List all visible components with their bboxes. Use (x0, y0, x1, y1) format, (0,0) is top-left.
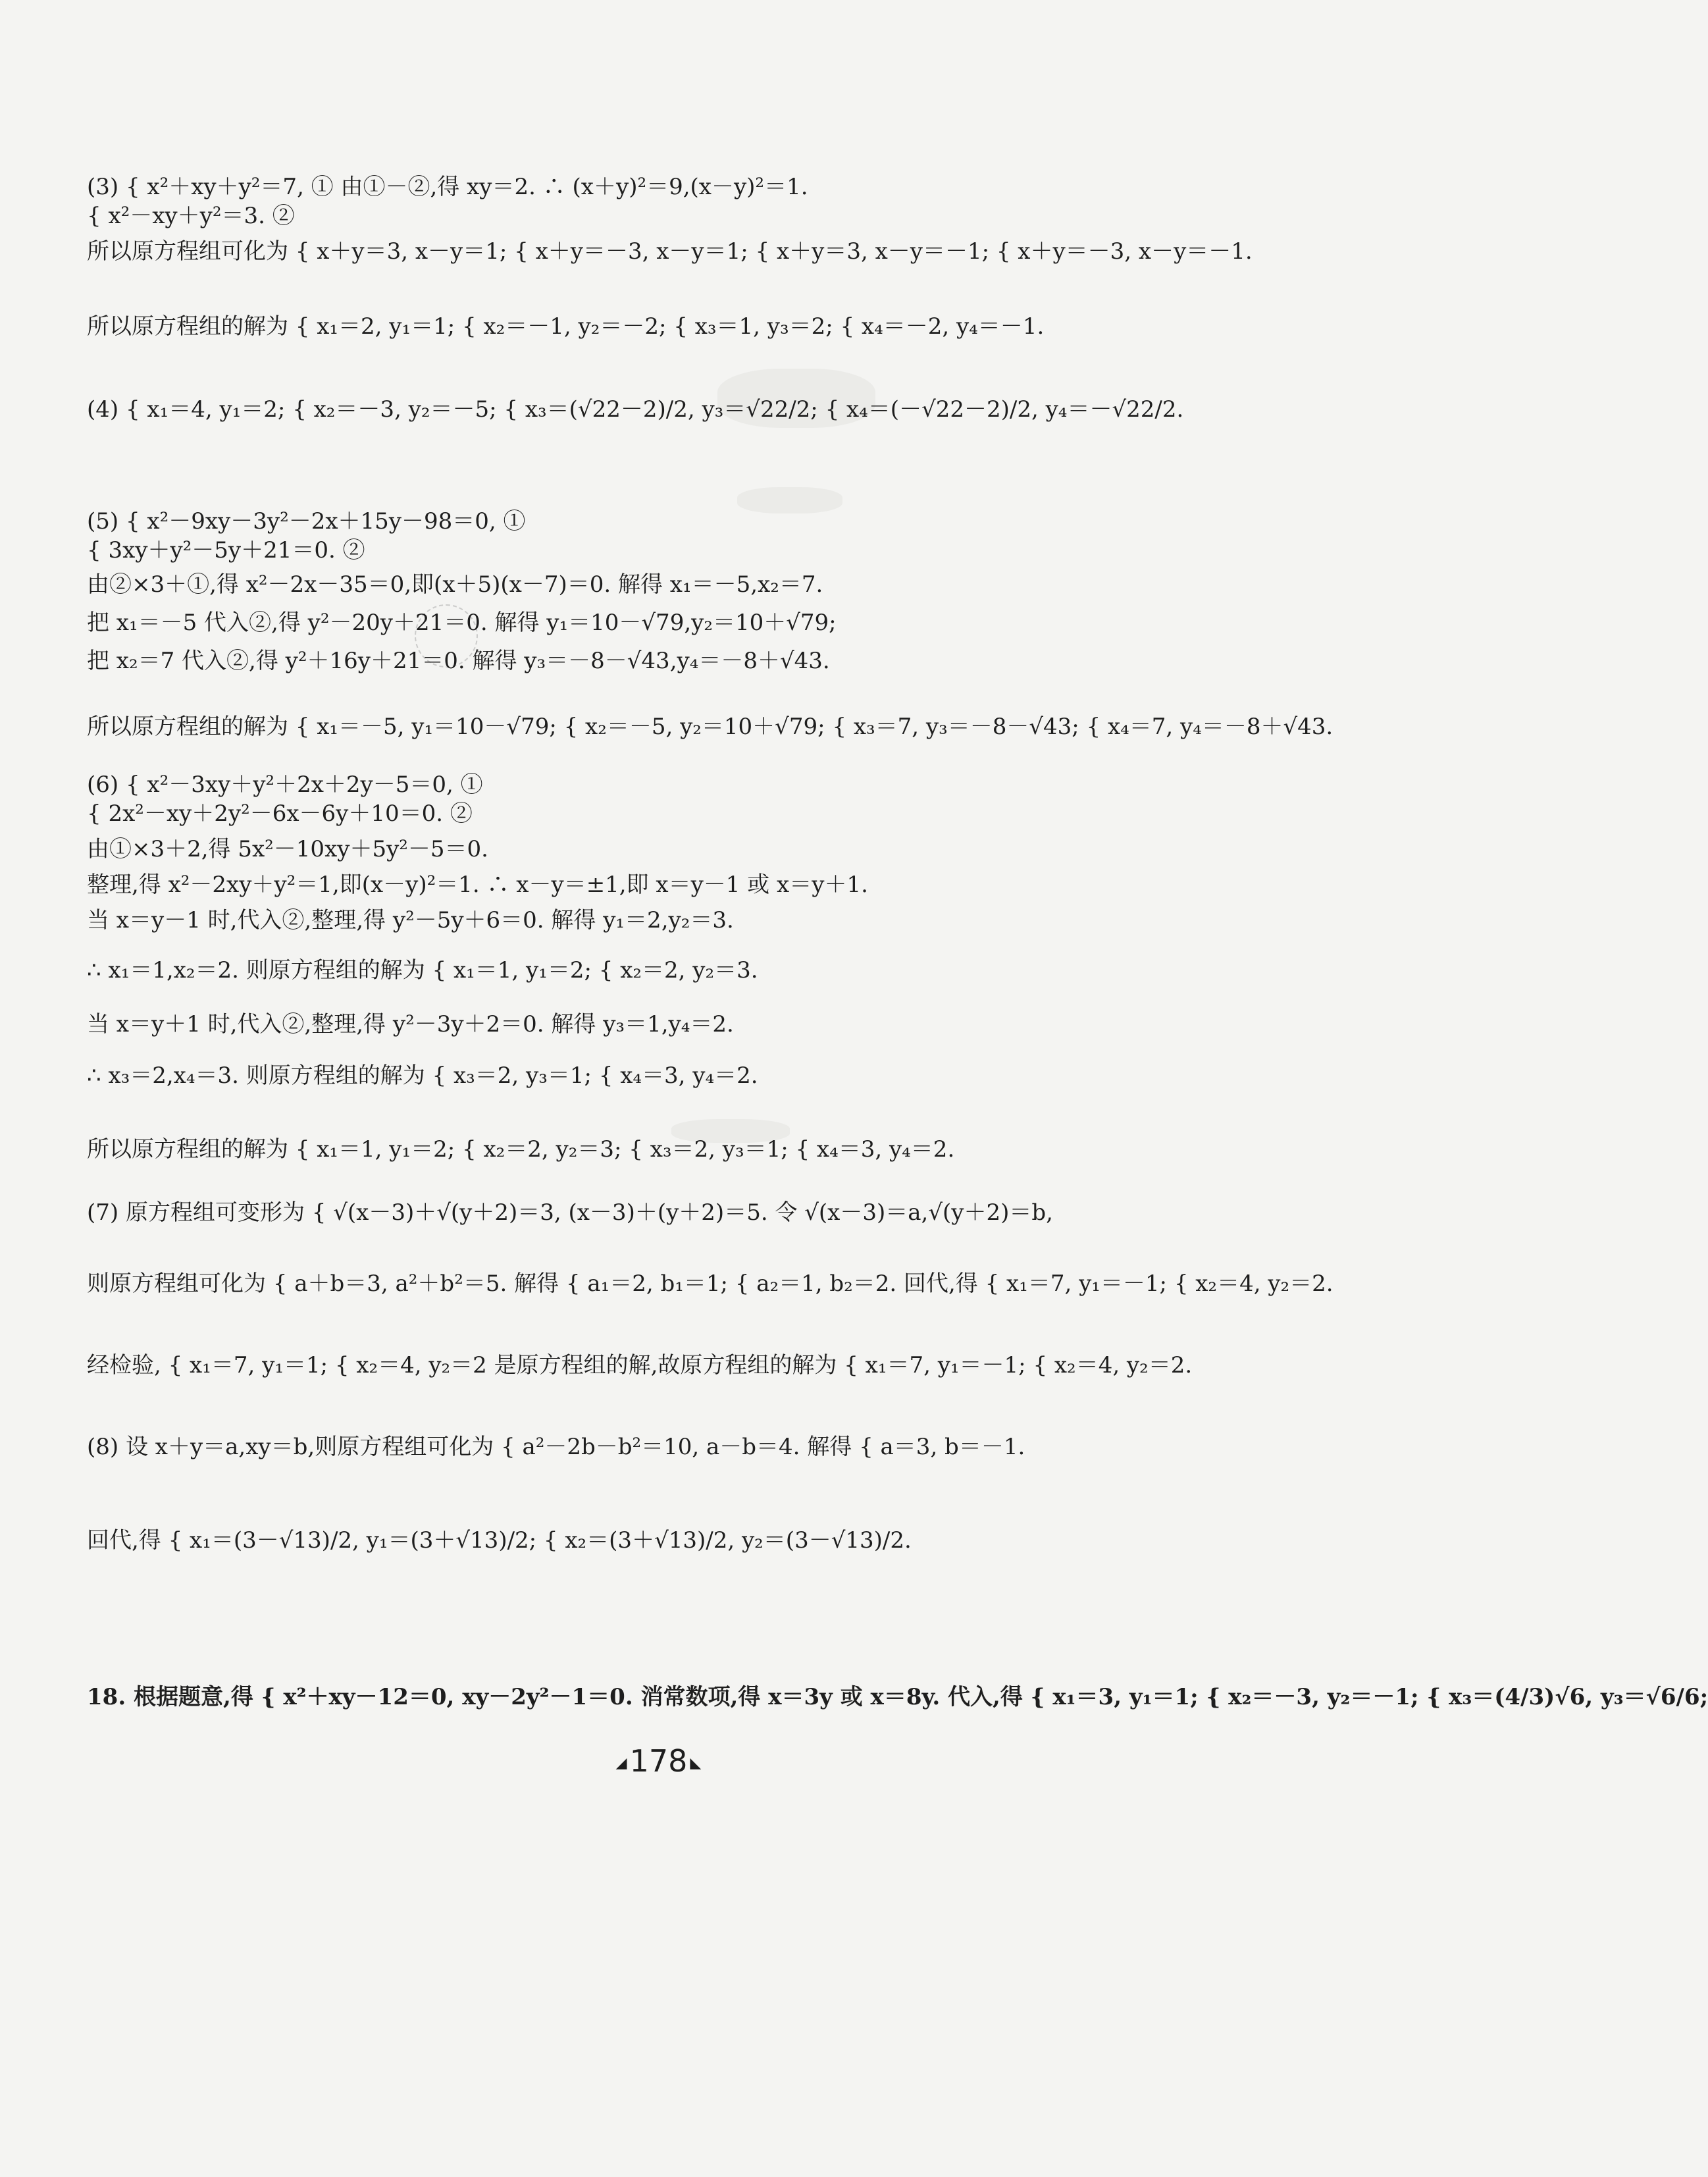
text-line-p4-a: (4) { x₁＝4, y₁＝2; { x₂＝－3, y₂＝－5; { x₃＝(√22－2)/2, y₃＝√22/2; { x₄＝(－√22－2)/2, y₄＝－√22/2. (87, 396, 1184, 423)
text-line-p3-b: { x²－xy＋y²＝3. ② (87, 203, 295, 229)
text-line-p5-b: { 3xy＋y²－5y＋21＝0. ② (87, 537, 365, 564)
text-line-p6-h: ∴ x₃＝2,x₄＝3. 则原方程组的解为 { x₃＝2, y₃＝1; { x₄＝3, y₄＝2. (87, 1062, 758, 1089)
text-line-p6-e: 当 x＝y－1 时,代入②,整理,得 y²－5y＋6＝0. 解得 y₁＝2,y₂＝3. (87, 907, 734, 933)
text-line-p3-d: 所以原方程组的解为 { x₁＝2, y₁＝1; { x₂＝－1, y₂＝－2; { x₃＝1, y₃＝2; { x₄＝－2, y₄＝－1. (87, 313, 1045, 340)
text-line-p5-d: 把 x₁＝－5 代入②,得 y²－20y＋21＝0. 解得 y₁＝10－√79,y₂＝10＋√79; (87, 610, 837, 636)
text-line-p6-b: { 2x²－xy＋2y²－6x－6y＋10＝0. ② (87, 800, 473, 827)
text-line-p6-f: ∴ x₁＝1,x₂＝2. 则原方程组的解为 { x₁＝1, y₁＝2; { x₂＝2, y₂＝3. (87, 957, 758, 984)
text-line-p5-a: (5) { x²－9xy－3y²－2x＋15y－98＝0, ① (87, 508, 526, 535)
text-line-p18-a: 18. 根据题意,得 { x²＋xy－12＝0, xy－2y²－1＝0. 消常数项,得 x＝3y 或 x＝8y. 代入,得 { x₁＝3, y₁＝1; { x₂＝－3, y₂＝－1; { x₃＝(4/3)√6, y₃＝√6/6; (87, 1684, 1708, 1710)
page-number-label: 178 (629, 1743, 688, 1779)
text-line-p8-b: 回代,得 { x₁＝(3－√13)/2, y₁＝(3＋√13)/2; { x₂＝(3＋√13)/2, y₂＝(3－√13)/2. (87, 1527, 912, 1554)
text-line-p6-g: 当 x＝y＋1 时,代入②,整理,得 y²－3y＋2＝0. 解得 y₃＝1,y₄＝2. (87, 1011, 734, 1037)
text-line-p7-a: (7) 原方程组可变形为 { √(x－3)＋√(y＋2)＝3, (x－3)＋(y＋2)＝5. 令 √(x－3)＝a,√(y＋2)＝b, (87, 1199, 1053, 1226)
text-line-p6-i: 所以原方程组的解为 { x₁＝1, y₁＝2; { x₂＝2, y₂＝3; { x₃＝2, y₃＝1; { x₄＝3, y₄＝2. (87, 1136, 955, 1163)
text-line-p7-b: 则原方程组可化为 { a＋b＝3, a²＋b²＝5. 解得 { a₁＝2, b₁＝1; { a₂＝1, b₂＝2. 回代,得 { x₁＝7, y₁＝－1; { x₂＝4, y₂＝2. (87, 1271, 1333, 1297)
text-line-p8-a: (8) 设 x＋y＝a,xy＝b,则原方程组可化为 { a²－2b－b²＝10, a－b＝4. 解得 { a＝3, b＝－1. (87, 1434, 1025, 1460)
page-number: ◢178 ◣ (615, 1743, 702, 1779)
text-line-p3-a: (3) { x²＋xy＋y²＝7, ① 由①－②,得 xy＝2. ∴ (x＋y)²＝9,(x－y)²＝1. (87, 174, 808, 200)
text-line-p5-c: 由②×3＋①,得 x²－2x－35＝0,即(x＋5)(x－7)＝0. 解得 x₁＝－5,x₂＝7. (87, 571, 823, 598)
text-line-p6-c: 由①×3＋2,得 5x²－10xy＋5y²－5＝0. (87, 836, 488, 862)
text-line-p6-d: 整理,得 x²－2xy＋y²＝1,即(x－y)²＝1. ∴ x－y＝±1,即 x＝y－1 或 x＝y＋1. (87, 872, 868, 898)
text-line-p7-c: 经检验, { x₁＝7, y₁＝1; { x₂＝4, y₂＝2 是原方程组的解,故原方程组的解为 { x₁＝7, y₁＝－1; { x₂＝4, y₂＝2. (87, 1352, 1193, 1378)
text-line-p5-e: 把 x₂＝7 代入②,得 y²＋16y＋21＝0. 解得 y₃＝－8－√43,y₄＝－8＋√43. (87, 648, 830, 674)
text-line-p5-f: 所以原方程组的解为 { x₁＝－5, y₁＝10－√79; { x₂＝－5, y₂＝10＋√79; { x₃＝7, y₃＝－8－√43; { x₄＝7, y₄＝－8＋√43. (87, 714, 1333, 740)
text-line-p6-a: (6) { x²－3xy＋y²＋2x＋2y－5＝0, ① (87, 772, 483, 798)
text-line-p3-c: 所以原方程组可化为 { x＋y＝3, x－y＝1; { x＋y＝－3, x－y＝1; { x＋y＝3, x－y＝－1; { x＋y＝－3, x－y＝－1. (87, 238, 1253, 265)
